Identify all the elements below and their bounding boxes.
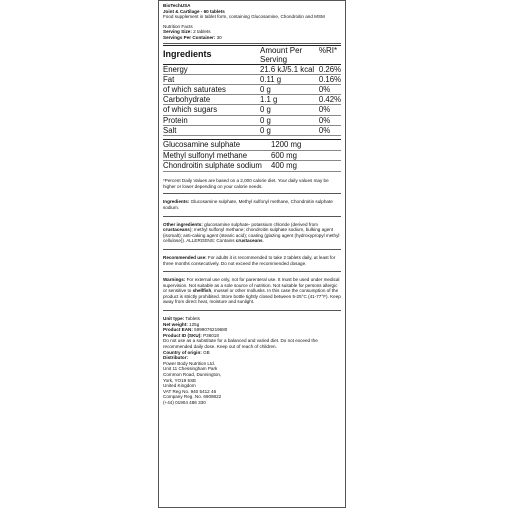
unit-type: Unit type: Tablets <box>163 316 200 322</box>
distributor-label: Distributor: <box>163 355 189 361</box>
brand-name: BioTechUSA <box>163 3 191 8</box>
product-name: Joint & Cartilage - 60 tablets <box>163 8 225 14</box>
warnings-section: Warnings: For external use only, not for parenteral use. It must be used under medical supervision. Not suitable as a sole source of nutrition. Not suitable for persons allergic or sensitive to shellfish, mussel or other mollusks. In this case the consumption of the product is strictly prohibited. Store bottle tightly closed between 5-25°C (41-77°F). Keep away from direct heat, moisture and sunlight. <box>163 277 341 311</box>
header-amount: Amount Per Serving <box>260 45 319 64</box>
distributor-line: Unit 11 Chessingham Park <box>163 366 218 372</box>
distributor-line: Common Road, Dunnington, <box>163 372 222 378</box>
header-ri: %RI* <box>319 45 341 64</box>
actives-table <box>163 139 341 172</box>
usage-note: Do not use as a substitute for a balanced and varied diet. Do not exceed the recommended daily dose. Keep out of reach of children. <box>163 338 318 350</box>
product-id: Product ID (SKU): P36018 <box>163 332 219 338</box>
other-ingredients-section: Other ingredients: glucosamine sulphate- potassium chloride (derived from crustaceans); methyl sulfonyl methane; chondroitin sulphate sodium, bulking agent (isomalt); anti-caking agent (stearic acid); coating (glazing agent (hydroxypropyl methyl cellulose)). ALLERGENS: Contains crustaceans. <box>163 222 341 250</box>
product-info-section <box>163 316 341 411</box>
nutrition-facts-title: Nutrition Facts <box>163 23 193 29</box>
table-row: Carbohydrate 1.1 g 0.42% <box>163 95 341 105</box>
product-ean: Product EAN: 5999076219680 <box>163 327 228 333</box>
distributor-line: VAT Reg No. 940 5412 46 <box>163 388 217 394</box>
distributor-line: Company Reg. No. 6909822 <box>163 394 222 400</box>
net-weight: Net weight: 125g <box>163 321 200 327</box>
table-row: Glucosamine sulphate 1200 mg <box>163 139 341 150</box>
distributor-line: United Kingdom <box>163 383 196 389</box>
recommended-use-section: Recommended use: For adults it is recommended to take 2 tablets daily, at least for three months consecutively. Do not exceed the recommended dosage. <box>163 255 341 272</box>
distributor-line: York, YO19 5SE <box>163 377 197 383</box>
distributor-line: (+44) 01904 486 330 <box>163 399 206 405</box>
distributor-line: Power Body Nutrition Ltd. <box>163 360 216 366</box>
table-row: Methyl sulfonyl methane 600 mg <box>163 150 341 161</box>
table-row: Fat 0.11 g 0.16% <box>163 74 341 84</box>
table-row: Chondroitin sulphate sodium 400 mg <box>163 161 341 172</box>
table-row: Salt 0 g 0% <box>163 125 341 135</box>
nutrition-table <box>163 45 341 136</box>
nutrition-label <box>158 0 346 508</box>
product-description: Food supplement in tablet form, containing Glucosamine, Chondroitin and MSM <box>163 14 325 20</box>
country-of-origin: Country of origin: GB <box>163 349 210 355</box>
table-row: Protein 0 g 0% <box>163 115 341 125</box>
nutrition-table-header <box>163 45 341 64</box>
serving-size: Serving Size: 2 tablets <box>163 29 211 35</box>
label-header <box>163 3 341 44</box>
header-ingredients: Ingredients <box>163 45 260 64</box>
ingredients-section: Ingredients: Glucosamine sulphate, Methyl sulfonyl methane, Chondroitin sulphate sodium. <box>163 199 341 216</box>
footnote: *Percent Daily Values are based on a 2,000 calorie diet. Your daily values may be higher or lower depending on your calorie needs. <box>163 178 341 195</box>
table-row: of which sugars 0 g 0% <box>163 105 341 115</box>
table-row: Energy 21.6 kJ/5.1 kcal 0.26% <box>163 64 341 74</box>
table-row: of which saturates 0 g 0% <box>163 84 341 94</box>
servings-per-container: Servings Per Container: 30 <box>163 34 222 40</box>
